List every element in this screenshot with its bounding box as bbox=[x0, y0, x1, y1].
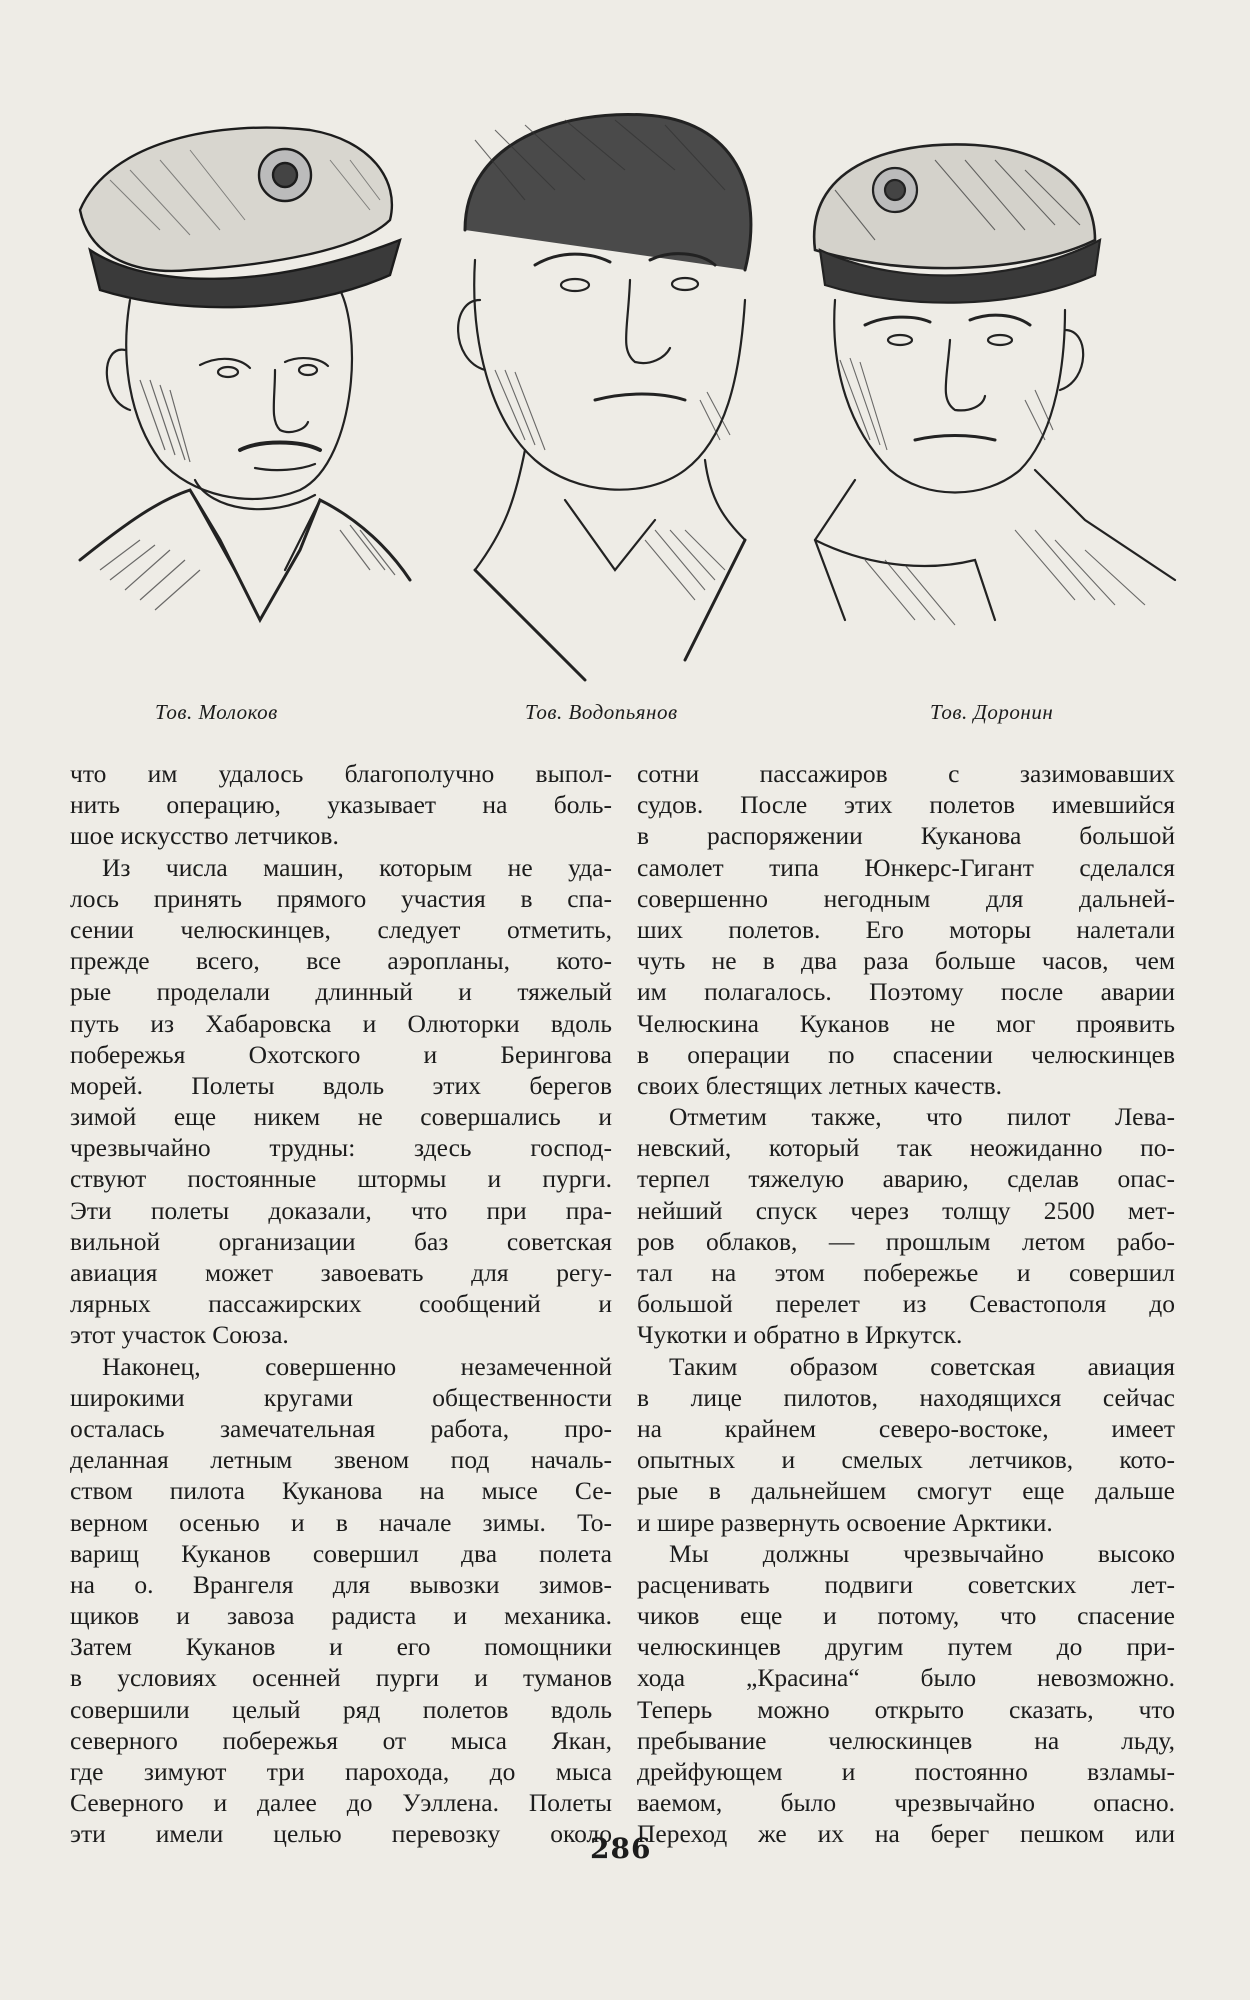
text-line: Затем Куканов и его помощники bbox=[70, 1632, 612, 1662]
text-line: Наконец, совершенно незамеченной bbox=[102, 1351, 612, 1381]
text-line: путь из Хабаровска и Олюторки вдоль bbox=[70, 1008, 612, 1038]
text-line: тал на этом побережье и совершил bbox=[637, 1258, 1175, 1287]
text-line: варищ Куканов совершил два полета bbox=[70, 1538, 612, 1568]
text-line: на о. Врангеля для вывозки зимов- bbox=[70, 1569, 612, 1599]
text-line: Мы должны чрезвычайно высоко bbox=[669, 1538, 1175, 1568]
text-line: зимой еще никем не совершались и bbox=[70, 1102, 612, 1132]
text-line: терпел тяжелую аварию, сделав опас- bbox=[637, 1164, 1175, 1194]
text-line: нейший спуск через толщу 2500 мет- bbox=[637, 1195, 1175, 1225]
text-line: лярных пассажирских сообщений и bbox=[70, 1289, 612, 1319]
text-line: осталась замечательная работа, про- bbox=[70, 1413, 612, 1443]
caption-doronin: Тов. Доронин bbox=[930, 700, 1054, 724]
text-line: морей. Полеты вдоль этих берегов bbox=[70, 1070, 612, 1100]
text-line: большой перелет из Севастополя до bbox=[637, 1289, 1175, 1319]
text-line: в лице пилотов, находящихся сейчас bbox=[637, 1382, 1175, 1412]
text-line: пребывание челюскинцев на льду, bbox=[637, 1725, 1175, 1755]
text-line: Северного и далее до Уэллена. Полеты bbox=[70, 1788, 612, 1818]
text-line: Чукотки и обратно в Иркутск. bbox=[637, 1320, 963, 1350]
text-line: дрейфующем и постоянно взламы- bbox=[637, 1757, 1175, 1786]
text-line: совершили целый ряд полетов вдоль bbox=[70, 1694, 612, 1724]
text-line: в распоряжении Куканова большой bbox=[637, 821, 1175, 851]
text-line: Отметим также, что пилот Лева- bbox=[669, 1102, 1175, 1132]
caption-molokov: Тов. Молоков bbox=[155, 700, 278, 724]
text-line: шое искусство летчиков. bbox=[70, 821, 339, 851]
text-line: что им удалось благополучно выпол- bbox=[70, 759, 612, 788]
left-text-column bbox=[70, 758, 612, 1850]
portrait-doronin bbox=[795, 100, 1195, 700]
portrait-molokov bbox=[70, 100, 430, 700]
text-line: Эти полеты доказали, что при пра- bbox=[70, 1195, 612, 1225]
text-line: лось принять прямого участия в спа- bbox=[70, 883, 612, 913]
text-line: ством пилота Куканова на мысе Се- bbox=[70, 1476, 612, 1506]
text-line: сотни пассажиров с зазимовавших bbox=[637, 759, 1175, 788]
text-line: Теперь можно открыто сказать, что bbox=[637, 1694, 1175, 1724]
text-line: ров облаков, — прошлым летом рабо- bbox=[637, 1226, 1175, 1256]
caption-vodopyanov: Тов. Водопьянов bbox=[525, 700, 678, 724]
text-line: сении челюскинцев, следует отметить, bbox=[70, 914, 612, 944]
text-line: этот участок Союза. bbox=[70, 1320, 289, 1350]
text-line: ваемом, было чрезвычайно опасно. bbox=[637, 1788, 1175, 1818]
text-line: совершенно негодным для дальней- bbox=[637, 883, 1175, 913]
text-line: на крайнем северо-востоке, имеет bbox=[637, 1413, 1175, 1443]
text-line: авиация может завоевать для регу- bbox=[70, 1258, 612, 1287]
text-line: рые в дальнейшем смогут еще дальше bbox=[637, 1476, 1175, 1506]
text-line: широкими кругами общественности bbox=[70, 1382, 612, 1412]
text-line: рые проделали длинный и тяжелый bbox=[70, 977, 612, 1007]
text-line: и шире развернуть освоение Арктики. bbox=[637, 1507, 1053, 1537]
text-line: хода „Красина“ было невозможно. bbox=[637, 1663, 1175, 1693]
text-line: где зимуют три парохода, до мыса bbox=[70, 1757, 612, 1786]
text-line: Таким образом советская авиация bbox=[669, 1351, 1175, 1381]
text-line: своих блестящих летных качеств. bbox=[637, 1070, 1003, 1100]
text-line: северного побережья от мыса Якан, bbox=[70, 1725, 612, 1755]
text-line: чуть не в два раза больше часов, чем bbox=[637, 946, 1175, 976]
text-line: расценивать подвиги советских лет- bbox=[637, 1569, 1175, 1599]
text-line: чрезвычайно трудны: здесь господ- bbox=[70, 1133, 612, 1163]
text-line: верном осенью и в начале зимы. То- bbox=[70, 1507, 612, 1537]
text-line: в условиях осенней пурги и туманов bbox=[70, 1663, 612, 1693]
page-number: 286 bbox=[590, 1832, 652, 1865]
portrait-vodopyanov bbox=[445, 100, 815, 700]
text-line: вильной организации баз советская bbox=[70, 1226, 612, 1256]
text-line: Челюскина Куканов не мог проявить bbox=[637, 1008, 1175, 1038]
text-line: невский, который так неожиданно по- bbox=[637, 1133, 1175, 1163]
text-line: ствуют постоянные штормы и пурги. bbox=[70, 1164, 612, 1194]
right-text-column bbox=[637, 758, 1175, 1850]
text-line: Переход же их на берег пешком или bbox=[637, 1819, 1175, 1849]
text-line: самолет типа Юнкерс-Гигант сделался bbox=[637, 852, 1175, 882]
text-line: ших полетов. Его моторы налетали bbox=[637, 914, 1175, 944]
text-line: побережья Охотского и Берингова bbox=[70, 1039, 612, 1069]
text-line: Из числа машин, которым не уда- bbox=[102, 852, 612, 882]
text-line: судов. После этих полетов имевшийся bbox=[637, 790, 1175, 820]
text-line: им полагалось. Поэтому после аварии bbox=[637, 977, 1175, 1007]
portraits-illustration bbox=[60, 100, 1200, 700]
text-line: эти имели целью перевозку около bbox=[70, 1819, 612, 1849]
text-line: челюскинцев другим путем до при- bbox=[637, 1632, 1175, 1662]
text-line: деланная летным звеном под началь- bbox=[70, 1445, 612, 1475]
text-line: опытных и смелых летчиков, кото- bbox=[637, 1445, 1175, 1475]
text-line: щиков и завоза радиста и механика. bbox=[70, 1601, 612, 1631]
text-line: нить операцию, указывает на боль- bbox=[70, 790, 612, 820]
text-line: прежде всего, все аэропланы, кото- bbox=[70, 946, 612, 976]
text-line: чиков еще и потому, что спасение bbox=[637, 1601, 1175, 1631]
text-line: в операции по спасении челюскинцев bbox=[637, 1039, 1175, 1069]
